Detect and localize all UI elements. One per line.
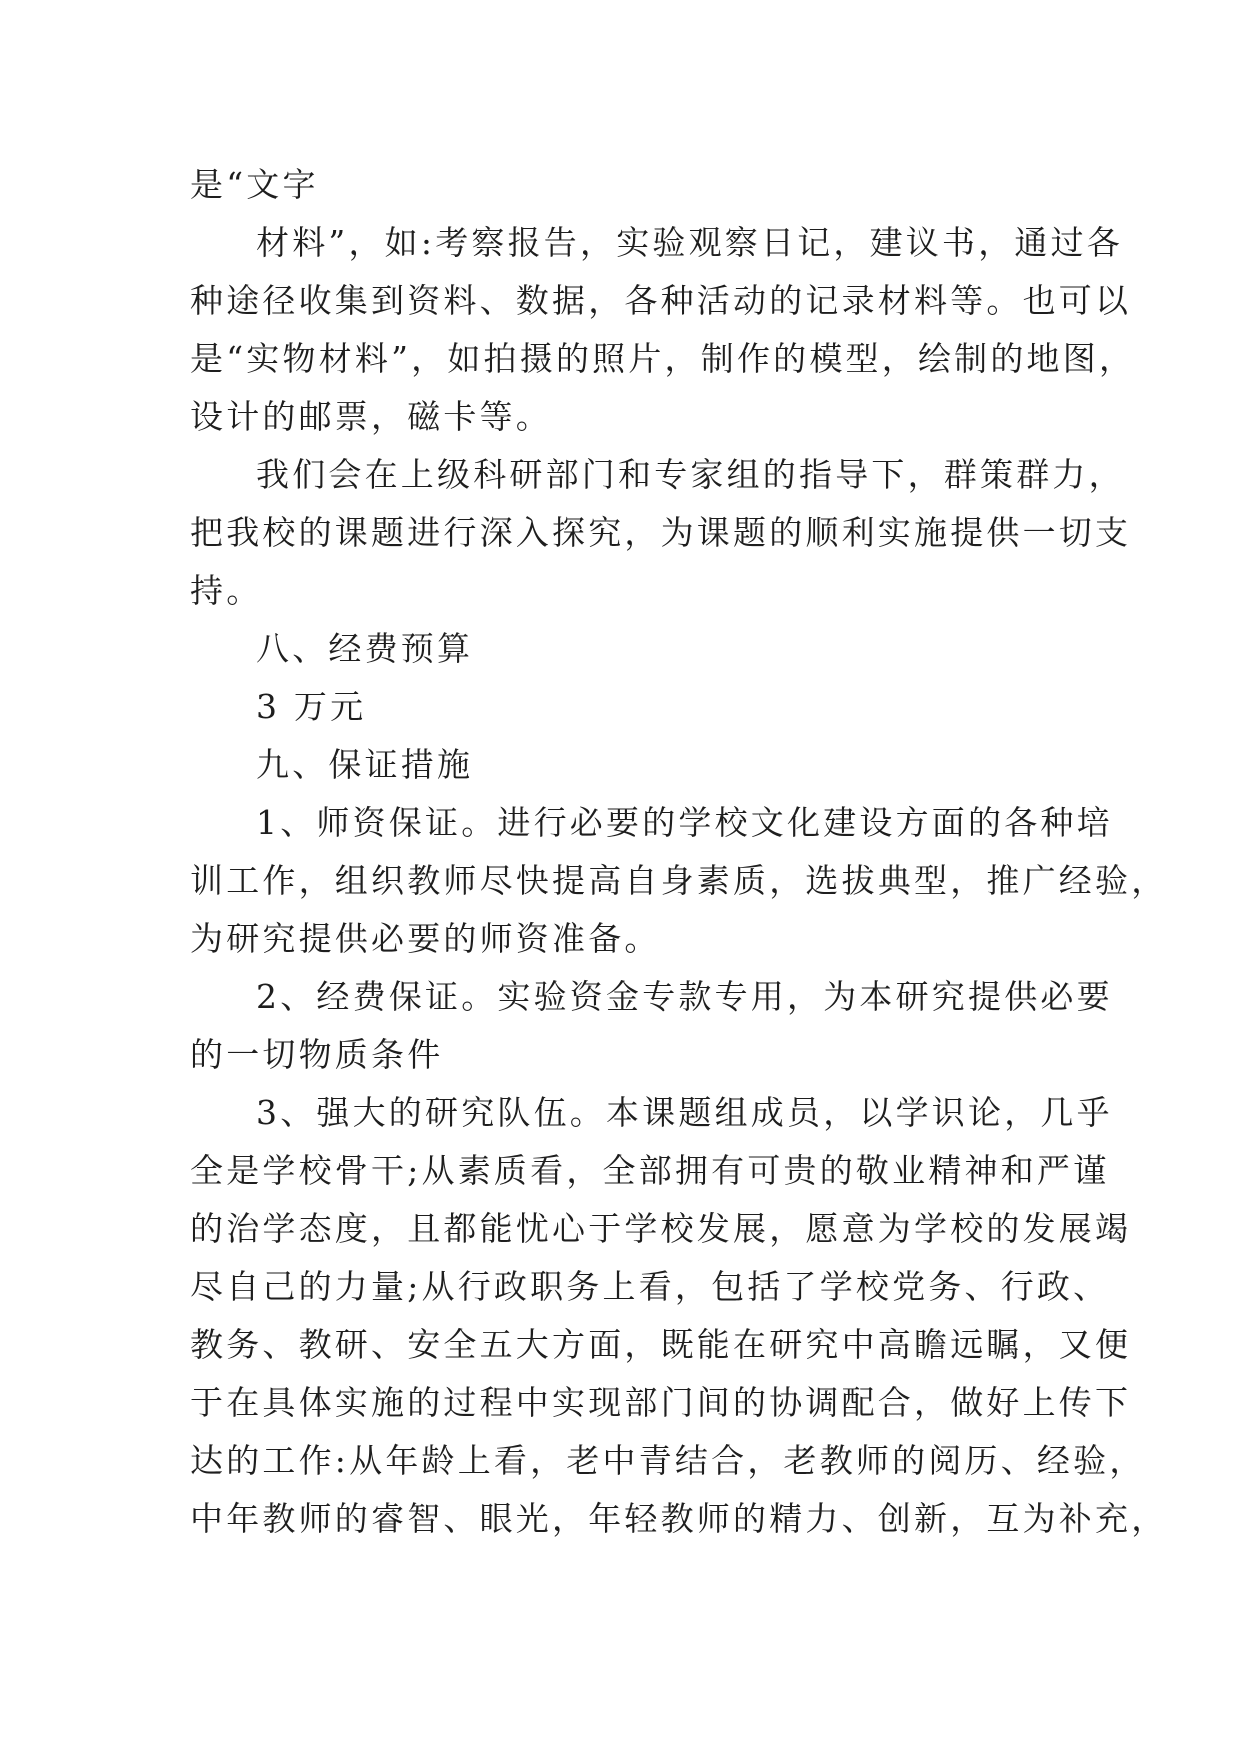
- text-line: 训工作，组织教师尽快提高自身素质，选拔典型，推广经验，: [190, 861, 1168, 900]
- section-heading: 八、经费预算: [256, 629, 474, 668]
- text-line: 3 万元: [256, 687, 367, 726]
- text-line: 材料”，如:考察报告，实验观察日记，建议书，通过各: [256, 223, 1123, 262]
- section-heading: 九、保证措施: [256, 745, 474, 784]
- text-line: 达的工作:从年龄上看，老中青结合，老教师的阅历、经验，: [190, 1441, 1146, 1480]
- text-line: 2、经费保证。实验资金专款专用，为本研究提供必要: [256, 977, 1113, 1016]
- text-line: 是“文字: [190, 165, 319, 204]
- text-line: 我们会在上级科研部门和专家组的指导下，群策群力，: [256, 455, 1125, 494]
- text-line: 设计的邮票，磁卡等。: [190, 397, 552, 436]
- text-line: 尽自己的力量;从行政职务上看，包括了学校党务、行政、: [190, 1267, 1110, 1306]
- body-text: [190, 156, 1168, 1548]
- text-line: 把我校的课题进行深入探究，为课题的顺利实施提供一切支: [190, 513, 1132, 552]
- text-line: 1、师资保证。进行必要的学校文化建设方面的各种培: [256, 803, 1113, 842]
- text-line: 是“实物材料”，如拍摄的照片，制作的模型，绘制的地图，: [190, 339, 1136, 378]
- text-line: 于在具体实施的过程中实现部门间的协调配合，做好上传下: [190, 1383, 1132, 1422]
- text-line: 持。: [190, 571, 263, 610]
- text-line: 教务、教研、安全五大方面，既能在研究中高瞻远瞩，又便: [190, 1325, 1132, 1364]
- text-line: 的一切物质条件: [190, 1035, 444, 1074]
- text-line: 的治学态度，且都能忧心于学校发展，愿意为学校的发展竭: [190, 1209, 1132, 1248]
- text-line: 全是学校骨干;从素质看，全部拥有可贵的敬业精神和严谨: [190, 1151, 1110, 1190]
- text-line: 种途径收集到资料、数据，各种活动的记录材料等。也可以: [190, 281, 1132, 320]
- text-line: 中年教师的睿智、眼光，年轻教师的精力、创新，互为补充，: [190, 1499, 1168, 1538]
- text-line: 为研究提供必要的师资准备。: [190, 919, 661, 958]
- text-line: 3、强大的研究队伍。本课题组成员，以学识论，几乎: [256, 1093, 1113, 1132]
